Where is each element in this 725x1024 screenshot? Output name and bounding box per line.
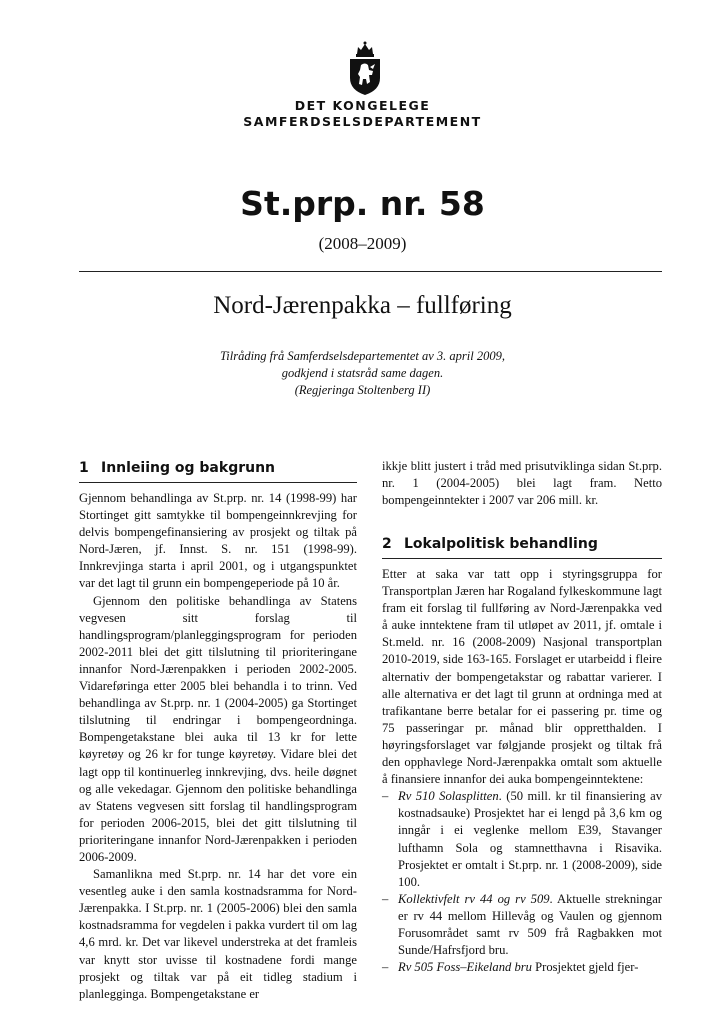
section-1-title: Innleiing og bakgrunn [101,460,276,476]
bullet-text: Prosjektet gjeld fjer- [531,960,639,975]
bullet-item [382,959,662,976]
section-1-paragraph-1: Gjennom behandlinga av St.prp. nr. 14 (1998-99) har Stortinget gitt samtykke til bompengeinnkrevjing for delvis bompengefinansiering av prosjekt og tiltak på Nord-Jæren, jf. Innst. S. nr. 151 (1998-99). Innkrevjinga starta i april 2001, og i utgangspunktet var det lagt til grunn ein bompengeperiode på 10 år. [79,491,357,591]
bullet-text: . (50 mill. kr til finansiering av kostnadsauke) Prosjektet har ei lengd på 3,6 km og inngår i ei veglenke mellom E39, Stavanger lufthamn Sola og stamnetthavna i Risavika. Prosjektet er omtalt i St.prp. nr. 1 (2008-2009), side 100. [398,789,662,889]
bullet-text: . Aktuelle strekningar er rv 44 mellom Hillevåg og Vaulen og gjennom Forusområdet samt rv 509 frå Ragbakken mot Sunde/Hafrsfjord bru. [398,891,662,958]
section-1-underline [79,482,357,483]
bullet-item [382,788,662,891]
session-years: (2008–2009) [318,234,407,253]
section-1-paragraph-3-continued: ikkje blitt justert i tråd med prisutviklinga sidan St.prp. nr. 1 (2004-2005) blei lagt fram. Netto bompengeinntekter i 2007 var 206 mill. kr. [382,459,662,508]
authorisation-line3: (Regjeringa Stoltenberg II) [294,383,431,397]
right-column-continuation [382,458,662,509]
section-2-paragraph-1: Etter at saka var tatt opp i styringsgruppa for Transportplan Jæren har Rogaland fylkeskommune lagt fram eit forslag til fullføring av Nord-Jærenpakka ved å auke inntektene fram til utløpet av 2011, jf. omtale i St.meld. nr. 16 (2008-2009) Nasjonal transportplan 2010-2019, side 163-165. Forslaget er utarbeidd i fleire alternativ der bompengetakstar og rabattar varierer. I alle alternativa er det lagt til grunn at ordninga med at trafikantane berre betalar for ei passering pr. time og 75 passeringar pr. månad blir oppretthalden. I høyringsforslaget var følgjande prosjekt og tiltak frå den opphavlege Nord-Jærenpakka omtalt som aktuelle å finansiere innanfor dei auka bompengeinntektene: [382,567,662,787]
bullet-dash: – [382,891,389,906]
royal-crest-icon [346,40,384,96]
title-divider [79,271,662,272]
document-title: St.prp. nr. 58 [240,184,485,223]
section-1-paragraph-2: Gjennom den politiske behandlinga av Statens vegvesen sitt forslag til handlingsprogram/planleggingsprogram for perioden 2002-2011 blei det gitt tilslutning til prioriteringane innanfor Nord-Jærenpakken i perioden 2002-2005. Vidareføringa etter 2005 blei behandla i to trinn. Ved behandlinga av St.prp. nr. 1 (2004-2005) ga Stortinget tilslutning til endringar i bompengeordninga. Bompengetakstane blei auka til 13 kr for lette køyretøy og 26 kr for tunge køyretøy. Vidare blei det lagt opp til kontinuerleg innkrevjing, dvs. heile døgnet og alle vekedagar. Gjennom den politiske behandlinga av Statens vegvesen sitt forslag til handlingsprogram for perioden 2006-2015, blei det gitt tilslutning til prioriteringane innanfor Nord-Jærenpakken i perioden 2006-2009. [79,593,357,864]
section-1-number: 1 [79,460,89,476]
authorisation-line2: godkjend i statsråd same dagen. [281,366,444,380]
bullet-dash: – [382,789,389,804]
section-1-heading [79,460,275,476]
bullet-dash: – [382,960,389,975]
section-2-number: 2 [382,536,392,552]
section-2-underline [382,558,662,559]
bullet-project-name: Rv 510 Solasplitten [398,789,499,804]
bullet-item [382,891,662,959]
ministry-name-line1: DET KONGELEGE [294,98,431,113]
authorisation-line1: Tilråding frå Samferdselsdepartementet av 3. april 2009, [220,349,505,363]
bullet-project-name: Kollektivfelt rv 44 og rv 509 [398,891,550,906]
section-1-paragraph-3: Samanlikna med St.prp. nr. 14 har det vore ein vesentleg auke i den samla kostnadsramma for Nord-Jærenpakka. I St.prp. nr. 1 (2005-2006) blei den samla kostnadsramma for vegdelen i pakka vurdert til om lag 4,6 mrd. kr. Det var likevel understreka at det framleis var knytt stor uvisse til kostnadene fordi mange prosjekt og tiltak var på eit tidleg stadium i planlegginga. Bompengetakstane er [79,867,357,1001]
left-column [79,490,357,1003]
section-2-title: Lokalpolitisk behandling [404,536,598,552]
document-subject: Nord-Jærenpakka – fullføring [213,292,512,319]
right-column [382,566,662,976]
section-2-heading [382,536,598,552]
bullet-project-name: Rv 505 Foss–Eikeland bru [398,960,532,975]
ministry-name-line2: SAMFERDSELSDEPARTEMENT [243,114,482,129]
